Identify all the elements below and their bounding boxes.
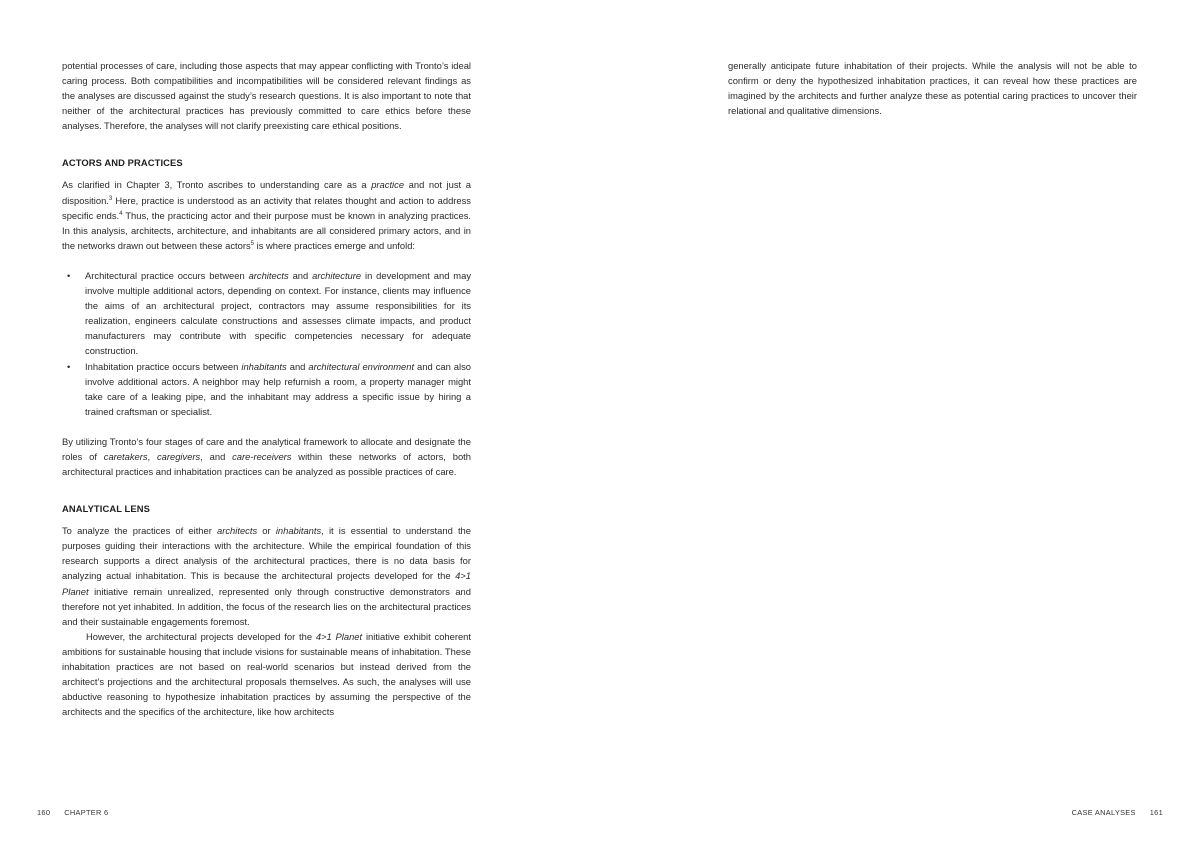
running-head: CHAPTER 6 xyxy=(64,808,109,817)
right-page-footer xyxy=(1072,808,1163,817)
right-text-column xyxy=(728,58,1137,118)
footnote-ref: 5 xyxy=(250,240,254,247)
page-number: 161 xyxy=(1149,808,1163,817)
page-number: 160 xyxy=(37,808,51,817)
lens-paragraph-2: However, the architectural projects developed for the 4>1 Planet initiative exhibit coherent ambitions for sustainable housing that include visions for sustainable means of inhabitation. These inhabitation practices are not based on real-world scenarios but instead derived from the architect’s projections and the architectural proposals themselves. As such, the analyses will use abductive reasoning to hypothesize inhabitation practices by assuming the perspective of the architects and the specifics of the architecture, like how architects xyxy=(62,630,471,718)
left-text-column xyxy=(62,58,471,719)
section-heading-actors: ACTORS AND PRACTICES xyxy=(62,157,183,169)
roles-paragraph: By utilizing Tronto’s four stages of care and the analytical framework to allocate and designate the roles of caretakers, caregivers, and care-receivers within these networks of actors, both architectural practices and inhabitation practices can be analyzed as possible practices of care. xyxy=(62,435,471,478)
section-heading-lens: ANALYTICAL LENS xyxy=(62,503,150,515)
bullet-icon: • xyxy=(67,269,71,281)
running-head: CASE ANALYSES xyxy=(1071,808,1136,817)
bullet-icon: • xyxy=(67,360,71,372)
lens-paragraph-1: To analyze the practices of either architects or inhabitants, it is essential to understand the purposes guiding their interactions with the architecture. While the empirical foundation of this research supports a direct analysis of the architectural practices, there is no data basis for analyzing actual inhabitation. This is because the architectural projects developed for the 4>1 Planet initiative remain unrealized, represented only through constructive demonstrators and therefore not yet inhabited. In addition, the focus of the research lies on the architectural practices and their sustainable engagements foremost. xyxy=(62,525,471,627)
left-page-footer xyxy=(37,808,108,817)
actors-paragraph: As clarified in Chapter 3, Tronto ascribes to understanding care as a practice and not just a disposition.$^3$ Here, practice is understood as an activity that relates thought and action to address specific ends.$^4$ Thus, the practicing actor and their purpose must be known in analyzing practices. In this analysis, architects, architecture, and inhabitants are all considered primary actors, and in the networks drawn out between these actors$^5$ is where practices emerge and unfold: xyxy=(62,179,471,251)
footnote-ref: 4 xyxy=(119,210,123,217)
right-page xyxy=(600,0,1200,849)
list-item: • Architectural practice occurs between architects and architecture in development and may involve multiple additional actors, depending on context. For instance, clients may influence the aims of an architectural project, contractors may assume responsibilities for its realization, engineers calculate constructions and assesses climate impacts, and product manufacturers may contribute with specific competencies necessary for adequate construction. xyxy=(67,269,472,357)
intro-paragraph: potential processes of care, including those aspects that may appear conflicting with Tronto’s ideal caring process. Both compatibilities and incompatibilities will be considered relevant findings as the analyses are discussed against the study’s research questions. It is also important to note that neither of the architectural practices has previously committed to care ethics before these analyses. Therefore, the analyses will not clarify preexisting care ethical positions. xyxy=(62,60,471,132)
continuation-paragraph: generally anticipate future inhabitation of their projects. While the analysis will not be able to confirm or deny the hypothesized inhabitation practices, it can reveal how these practices are imagined by the architects and further analyze these as potential caring practices to uncover their relational and qualitative dimensions. xyxy=(728,60,1137,117)
list-item: • Inhabitation practice occurs between inhabitants and architectural environment and can also involve additional actors. A neighbor may help refurnish a room, a property manager might take care of a leaking pipe, and the inhabitant may address a specific issue by hiring a trained craftsman or specialist. xyxy=(67,360,472,417)
practice-list xyxy=(62,268,471,419)
footnote-ref: 3 xyxy=(108,195,113,202)
